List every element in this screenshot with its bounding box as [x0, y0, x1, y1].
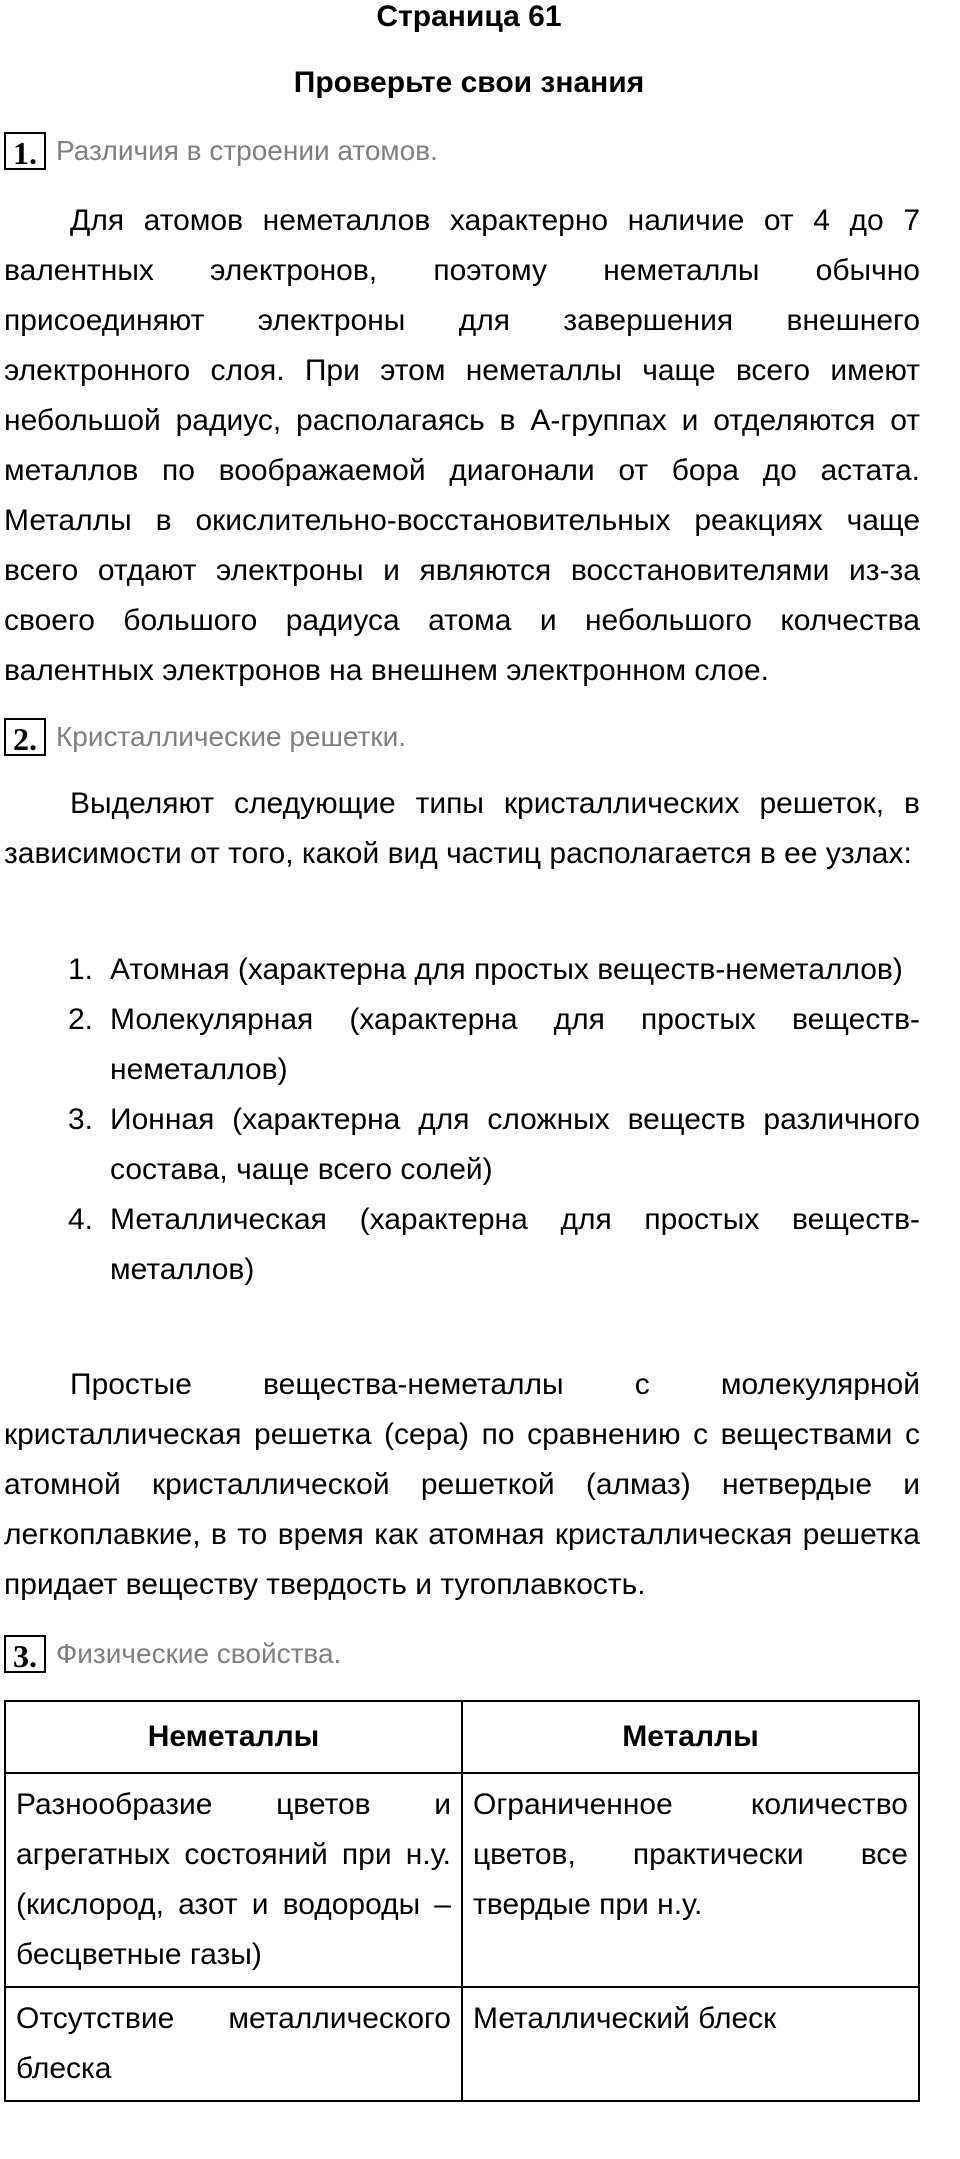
- section-3-header: [4, 1635, 341, 1673]
- table-cell: Отсутствие металлического блеска: [5, 1987, 462, 2101]
- list-item-text: Ионная (характерна для сложных веществ различного состава, чаще всего солей): [110, 1103, 920, 1186]
- section-1-header: [4, 132, 438, 170]
- list-item: [68, 945, 920, 995]
- table-row: [5, 1987, 919, 2101]
- list-item: [68, 1095, 920, 1195]
- list-item: [68, 1195, 920, 1295]
- section-2-conclusion: Простые вещества-неметаллы с молекулярной кристаллическая решетка (сера) по сравнению с веществами с атомной кристаллической решеткой (алмаз) нетвердые и легкоплавкие, в то время как атомная кристаллическая решетка придает веществу твердость и тугоплавкость.: [4, 1368, 920, 1601]
- list-item: [68, 995, 920, 1095]
- section-subtitle: Проверьте свои знания: [293, 66, 645, 99]
- list-item-text: Металлическая (характерна для простых веществ-металлов): [110, 1203, 920, 1286]
- lattice-types-list: [68, 945, 920, 1295]
- list-item-number: 2.: [68, 1003, 94, 1036]
- section-number: 2.: [4, 718, 46, 756]
- page-title: Страница 61: [376, 0, 562, 33]
- properties-table: [4, 1700, 920, 2102]
- list-item-number: 1.: [68, 953, 94, 986]
- list-item-text: Атомная (характерна для простых веществ-неметаллов): [110, 953, 903, 986]
- list-item-text: Молекулярная (характерна для простых веществ-неметаллов): [110, 1003, 920, 1086]
- section-label: Кристаллические решетки.: [56, 721, 407, 752]
- section-label: Различия в строении атомов.: [56, 135, 438, 166]
- table-row: [5, 1773, 919, 1987]
- section-1-paragraph: Для атомов неметаллов характерно наличие от 4 до 7 валентных электронов, поэтому неметаллы обычно присоединяют электроны для завершения внешнего электронного слоя. При этом неметаллы чаще всего имеют небольшой радиус, располагаясь в А-группах и отделяются от металлов по воображаемой диагонали от бора до астата. Металлы в окислительно-восстановительных реакциях чаще всего отдают электроны и являются восстановителями из-за своего большого радиуса атома и небольшого колчества валентных электронов на внешнем электронном слое.: [4, 204, 920, 687]
- table-cell: Разнообразие цветов и агрегатных состояний при н.у. (кислород, азот и водороды – бесцветные газы): [5, 1773, 462, 1987]
- section-2-header: [4, 718, 406, 756]
- section-number: 3.: [4, 1635, 46, 1673]
- list-item-number: 4.: [68, 1203, 94, 1236]
- column-header-nonmetals: Неметаллы: [5, 1701, 462, 1773]
- table-cell: Металлический блеск: [462, 1987, 919, 2101]
- list-item-number: 3.: [68, 1103, 94, 1136]
- section-number: 1.: [4, 132, 46, 170]
- page: [4, 0, 934, 2085]
- section-label: Физические свойства.: [56, 1638, 342, 1669]
- column-header-metals: Металлы: [462, 1701, 919, 1773]
- table-cell: Ограниченное количество цветов, практически все твердые при н.у.: [462, 1773, 919, 1987]
- table-header-row: [5, 1701, 919, 1773]
- section-2-intro: Выделяют следующие типы кристаллических решеток, в зависимости от того, какой вид частиц располагается в ее узлах:: [4, 787, 920, 870]
